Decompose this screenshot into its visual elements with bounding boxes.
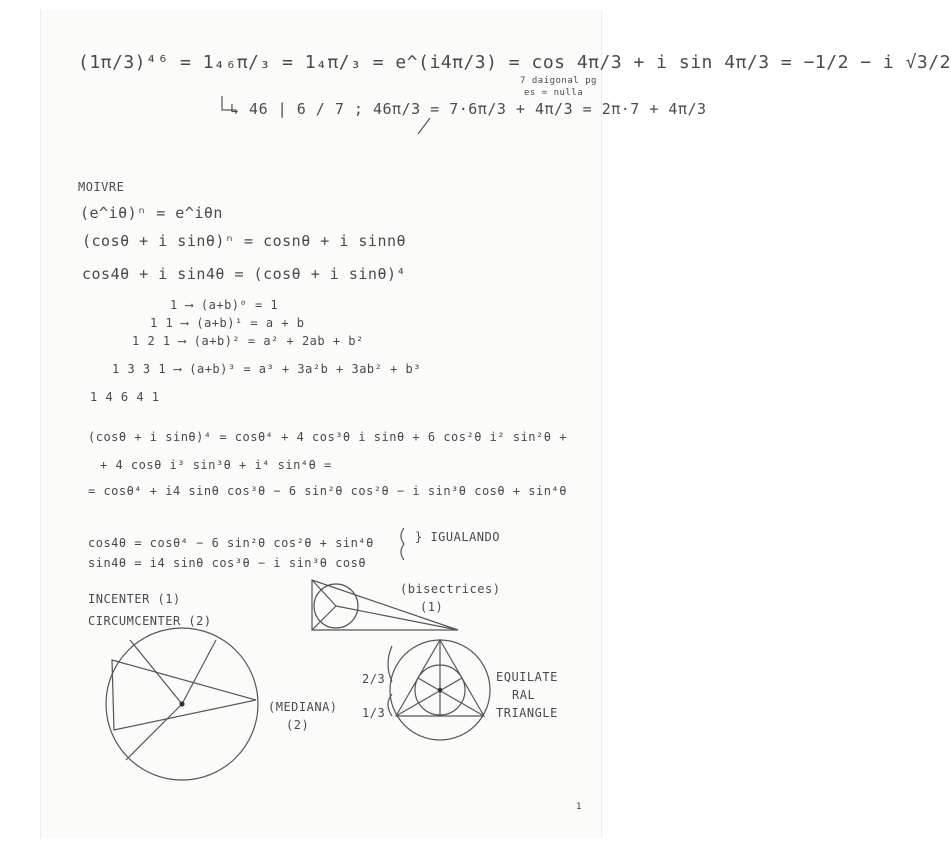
equilateral-label-3: TRIANGLE	[496, 706, 558, 720]
moivre-line-3: cos4θ + i sin4θ = (cosθ + i sinθ)⁴	[82, 265, 407, 283]
incenter-label: INCENTER (1)	[88, 592, 181, 606]
cos4-equation: cos4θ = cosθ⁴ − 6 sin²θ cos²θ + sin⁴θ	[88, 536, 374, 550]
igualando-note: } IGUALANDO	[415, 530, 500, 544]
pascal-row-3: 1 2 1 ⟶ (a+b)² = a² + 2ab + b²	[132, 334, 364, 348]
top-formula-line-1: (1π/3)⁴⁶ = 1₄₆π/₃ = 1₄π/₃ = e^(i4π/3) = cos 4π/3 + i sin 4π/3 = −1/2 − i √3/2	[78, 52, 951, 73]
circumcenter-label: CIRCUMCENTER (2)	[88, 614, 212, 628]
mediana-label: (MEDIANA)	[268, 700, 338, 714]
equilateral-center	[438, 688, 443, 693]
expansion-line-3: = cosθ⁴ + i4 sinθ cos³θ − 6 sin²θ cos²θ − i sin³θ cosθ + sin⁴θ	[88, 484, 567, 498]
circumcenter-triangle	[112, 660, 256, 730]
page-number: 1	[576, 802, 582, 812]
top-formula-line-2: ↳ 46 | 6 / 7 ; 46π/3 = 7·6π/3 + 4π/3 = 2π·7 + 4π/3	[230, 100, 707, 118]
incenter-triangle	[312, 580, 458, 630]
circumcenter-lines	[126, 640, 216, 760]
equilateral-label-2: RAL	[512, 688, 536, 702]
pascal-row-4: 1 3 3 1 ⟶ (a+b)³ = a³ + 3a²b + 3ab² + b³	[112, 362, 421, 376]
moivre-heading: MOIVRE	[78, 180, 125, 194]
one-third-label: 1/3	[362, 706, 386, 720]
two-thirds-label: 2/3	[362, 672, 386, 686]
pascal-row-2: 1 1 ⟶ (a+b)¹ = a + b	[150, 316, 305, 330]
bisectrices-label: (bisectrices)	[400, 582, 501, 596]
pascal-row-1: 1 ⟶ (a+b)⁰ = 1	[170, 298, 279, 312]
moivre-line-1: (e^iθ)ⁿ = e^iθn	[80, 204, 223, 222]
mediana-number: (2)	[286, 718, 310, 732]
pascal-row-5: 1 4 6 4 1	[90, 390, 160, 404]
bisectrices-number: (1)	[420, 600, 444, 614]
circumcenter-point	[179, 701, 184, 706]
strike-mark	[418, 118, 430, 134]
equilateral-medians	[396, 640, 484, 716]
arrow-hook	[222, 96, 236, 110]
side-note-2: es = nulla	[524, 88, 584, 98]
equilateral-label-1: EQUILATE	[496, 670, 558, 684]
side-note-1: 7 daigonal pg	[520, 76, 597, 86]
one-third-brace	[388, 694, 392, 716]
sin4-equation: sin4θ = i4 sinθ cos³θ − i sin³θ cosθ	[88, 556, 367, 570]
expansion-line-2: + 4 cosθ i³ sin³θ + i⁴ sin⁴θ =	[100, 458, 332, 472]
expansion-line-1: (cosθ + i sinθ)⁴ = cosθ⁴ + 4 cos³θ i sinθ + 6 cos²θ i² sin²θ +	[88, 430, 567, 444]
moivre-line-2: (cosθ + i sinθ)ⁿ = cosnθ + i sinnθ	[82, 232, 407, 250]
igualando-brace	[401, 528, 404, 560]
